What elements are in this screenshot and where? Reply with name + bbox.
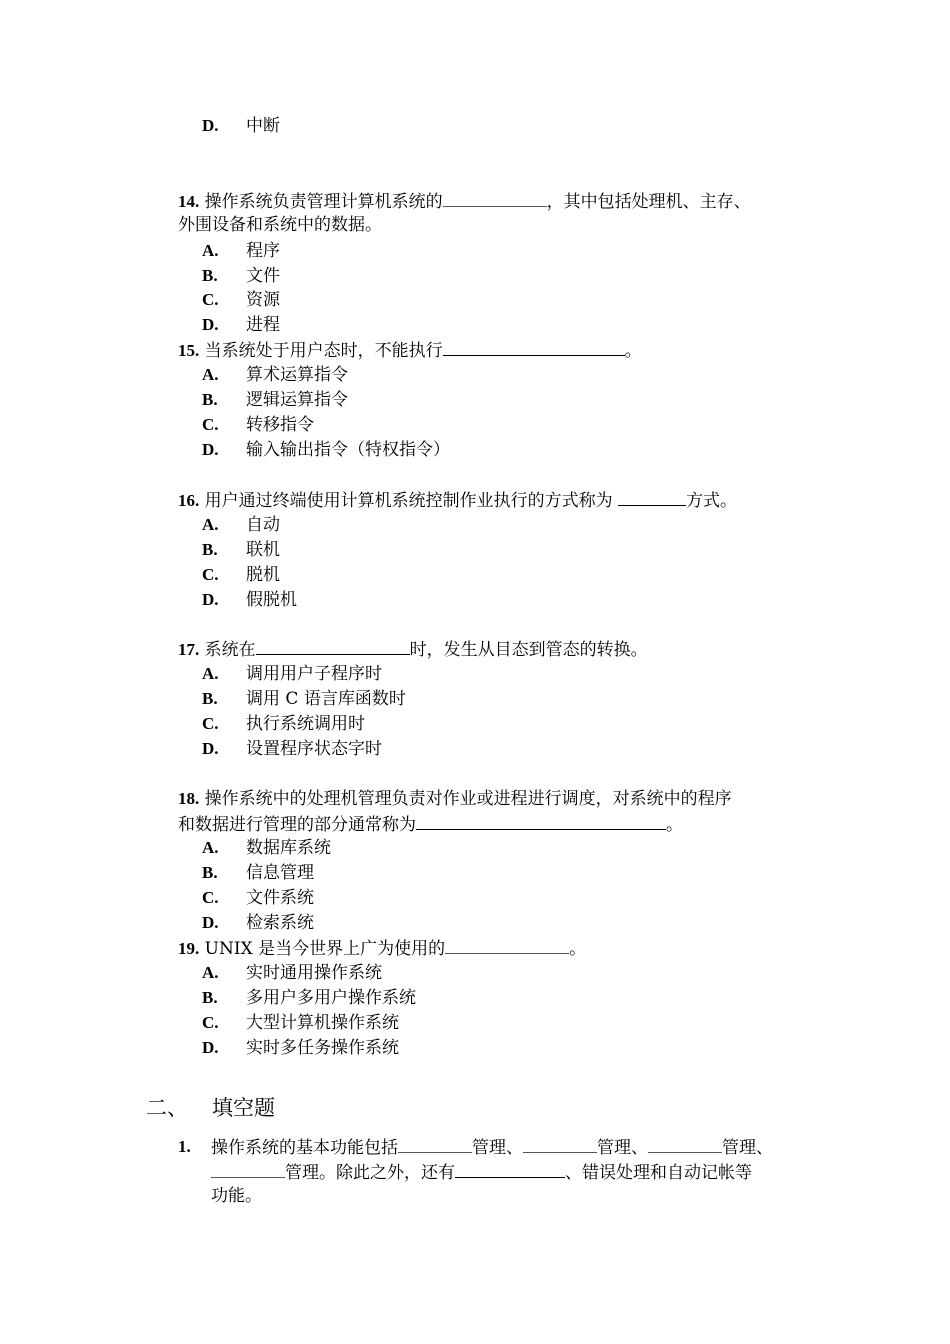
option-text: 逻辑运算指令 <box>246 390 348 410</box>
question-19 <box>178 937 586 960</box>
option-letter: C. <box>202 1013 219 1032</box>
option-letter: C. <box>202 415 219 434</box>
question-number: 14. <box>178 192 200 211</box>
option-letter: B. <box>202 863 218 882</box>
option-letter: C. <box>202 565 219 584</box>
option-letter: B. <box>202 390 218 409</box>
question-text: 和数据进行管理的部分通常称为 <box>178 815 416 835</box>
question-text: UNIX 是当今世界上广为使用的 <box>204 939 446 959</box>
question-text: 系统在 <box>204 640 256 660</box>
question-14 <box>178 190 751 213</box>
option-text: 调用用户子程序时 <box>246 664 382 684</box>
option-text: 进程 <box>246 315 280 335</box>
option-text: 设置程序状态字时 <box>246 739 382 759</box>
question-17 <box>178 638 648 661</box>
option-text: 资源 <box>246 290 280 310</box>
question-text: 。 <box>666 815 683 835</box>
option-text: 检索系统 <box>246 913 314 933</box>
option-letter: B. <box>202 988 218 1007</box>
question-text: 操作系统中的处理机管理负责对作业或进程进行调度，对系统中的程序 <box>204 789 732 809</box>
question-text: ，其中包括处理机、主存、 <box>546 192 751 212</box>
answer-blank[interactable] <box>523 1136 597 1153</box>
question-16 <box>178 489 737 512</box>
question-number: 19. <box>178 939 200 958</box>
answer-blank[interactable] <box>618 489 686 506</box>
question-number: 16. <box>178 491 200 510</box>
question-text: 管理、 <box>722 1138 773 1158</box>
option-letter: C. <box>202 888 219 907</box>
option-letter: A. <box>202 515 219 534</box>
fill-question-1-line3 <box>211 1185 262 1207</box>
option-text: 执行系统调用时 <box>246 714 365 734</box>
option-letter: D. <box>202 1038 219 1057</box>
question-18-line2 <box>178 813 683 836</box>
option-text: 输入输出指令（特权指令） <box>246 440 450 460</box>
option-letter: D. <box>202 315 219 334</box>
fill-question-1-line2 <box>211 1161 752 1184</box>
question-text: 功能。 <box>211 1186 262 1206</box>
question-text: 管理、 <box>597 1138 648 1158</box>
option-text: 多用户多用户操作系统 <box>246 988 416 1008</box>
question-15 <box>178 339 642 362</box>
option-text: 中断 <box>246 116 280 136</box>
answer-blank[interactable] <box>398 1136 472 1153</box>
option-text: 假脱机 <box>246 590 297 610</box>
answer-blank[interactable] <box>256 638 410 655</box>
option-letter: A. <box>202 664 219 683</box>
option-text: 联机 <box>246 540 280 560</box>
option-text: 实时多任务操作系统 <box>246 1038 399 1058</box>
option-text: 实时通用操作系统 <box>246 963 382 983</box>
question-text: 管理。除此之外，还有 <box>285 1163 455 1183</box>
option-letter: D. <box>202 913 219 932</box>
answer-blank[interactable] <box>445 937 569 954</box>
answer-blank[interactable] <box>455 1161 565 1178</box>
option-text: 调用 C 语言库函数时 <box>246 689 406 709</box>
question-text: 。 <box>624 341 642 361</box>
option-text: 程序 <box>246 241 280 261</box>
question-text: 用户通过终端使用计算机系统控制作业执行的方式称为 <box>204 491 613 511</box>
question-text: 管理、 <box>472 1138 523 1158</box>
answer-blank[interactable] <box>443 190 547 207</box>
option-text: 信息管理 <box>246 863 314 883</box>
question-text: 。 <box>569 939 587 959</box>
option-letter: A. <box>202 365 219 384</box>
option-text: 文件 <box>246 266 280 286</box>
option-letter: B. <box>202 266 218 285</box>
option-letter: C. <box>202 714 219 733</box>
question-text: 操作系统的基本功能包括 <box>211 1138 398 1158</box>
option-letter: D. <box>202 440 219 459</box>
option-text: 算术运算指令 <box>246 365 348 385</box>
option-letter: D. <box>202 739 219 758</box>
option-letter: A. <box>202 963 219 982</box>
question-text: 当系统处于用户态时，不能执行 <box>204 341 443 361</box>
question-number: 1. <box>178 1137 191 1156</box>
option-letter: A. <box>202 838 219 857</box>
option-text: 脱机 <box>246 565 280 585</box>
option-letter: D. <box>202 116 219 135</box>
answer-blank[interactable] <box>443 339 625 356</box>
question-text: 外围设备和系统中的数据。 <box>178 215 382 235</box>
question-text: 时，发生从目态到管态的转换。 <box>409 640 648 660</box>
option-letter: B. <box>202 689 218 708</box>
question-text: 方式。 <box>686 491 738 511</box>
option-letter: A. <box>202 241 219 260</box>
option-letter: D. <box>202 590 219 609</box>
question-14-line2 <box>178 214 382 236</box>
option-text: 转移指令 <box>246 415 314 435</box>
option-text: 数据库系统 <box>246 838 331 858</box>
question-text: 、错误处理和自动记帐等 <box>565 1163 752 1183</box>
option-text: 大型计算机操作系统 <box>246 1013 399 1033</box>
answer-blank[interactable] <box>416 813 666 830</box>
answer-blank[interactable] <box>648 1136 722 1153</box>
question-18 <box>178 788 732 810</box>
question-number: 17. <box>178 640 200 659</box>
option-text: 自动 <box>246 515 280 535</box>
question-number: 18. <box>178 789 200 808</box>
option-letter: B. <box>202 540 218 559</box>
option-letter: C. <box>202 290 219 309</box>
answer-blank[interactable] <box>211 1161 285 1178</box>
question-text: 操作系统负责管理计算机系统的 <box>204 192 443 212</box>
option-text: 文件系统 <box>246 888 314 908</box>
question-number: 15. <box>178 341 200 360</box>
section-title: 填空题 <box>212 1096 275 1120</box>
section-number: 二、 <box>146 1096 188 1120</box>
